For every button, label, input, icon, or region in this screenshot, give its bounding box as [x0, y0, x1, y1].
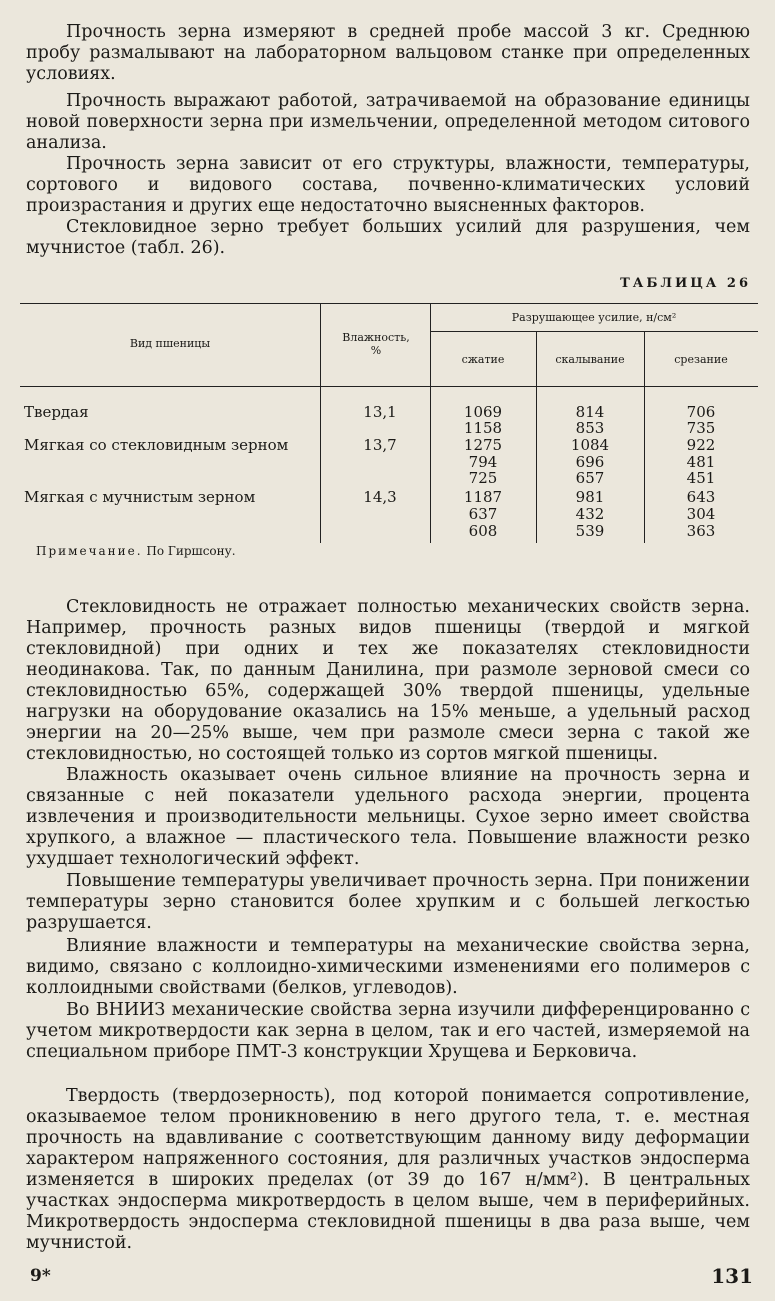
shear-value: 363	[686, 522, 716, 540]
table-note	[36, 544, 236, 558]
table-divider	[320, 303, 321, 543]
row-name-soft-vitreous: Мягкая со стекловидным зерном	[24, 436, 289, 454]
chipping-value: 1084	[570, 436, 610, 454]
shear-value: 481	[686, 453, 716, 471]
chipping-value: 696	[575, 453, 605, 471]
table-header-rule	[20, 386, 758, 387]
shear-value: 922	[686, 436, 716, 454]
compression-value: 725	[468, 469, 498, 487]
compression-value: 794	[468, 453, 498, 471]
page-number: 131	[711, 1264, 753, 1288]
moisture-value: 13,7	[363, 436, 397, 454]
header-shear: срезание	[674, 353, 728, 366]
note-label: Примечание.	[36, 544, 143, 558]
shear-value: 643	[686, 488, 716, 506]
shear-value: 451	[686, 469, 716, 487]
note-text: По Гиршсону.	[146, 544, 236, 558]
table-top-rule	[20, 303, 758, 304]
moisture-value: 13,1	[363, 403, 397, 421]
paragraph-measurement: Прочность зерна измеряют в средней пробе массой 3 кг. Среднюю пробу размалывают на лабораторном вальцовом станке при определенных условиях.	[26, 22, 750, 84]
chipping-value: 814	[575, 403, 605, 421]
moisture-value: 14,3	[363, 488, 397, 506]
row-name-hard: Твердая	[24, 403, 89, 421]
table-subheader-rule	[430, 331, 758, 332]
chipping-value: 657	[575, 469, 605, 487]
paragraph-vniiz: Во ВНИИЗ механические свойства зерна изучили дифференцированно с учетом микротвердости как зерна в целом, так и его частей, измеряемой на специальном приборе ПМТ-3 конструкции Хрущева и Берковича.	[26, 1000, 750, 1062]
header-moisture: Влажность, %	[342, 331, 410, 357]
shear-value: 706	[686, 403, 716, 421]
shear-value: 304	[686, 505, 716, 523]
paragraph-hardness: Твердость (твердозерность), под которой понимается сопротивление, оказываемое телом проникновению в него другого тела, т. е. местная прочность на вдавливание с соответствующим данному виду деформации характером напряженного состояния, для различных участков эндосперма изменяется в широких пределах (от 39 до 167 н/мм²). В центральных участках эндосперма микротвердость в целом выше, чем в периферийных. Микротвердость эндосперма стекловидной пшеницы в два раза выше, чем мучнистой.	[26, 1086, 750, 1253]
paragraph-vitreousness: Стекловидность не отражает полностью механических свойств зерна. Например, прочность разных видов пшеницы (твердой и мягкой стекловидной) при одних и тех же показателях стекловидности неодинакова. Так, по данным Данилина, при размоле зерновой смеси со стекловидностью 65%, содержащей 30% твердой пшеницы, удельные нагрузки на оборудование оказались на 15% меньше, а удельный расход энергии на 20—25% выше, чем при размоле смеси зерна с такой же стекловидностью, но состоящей только из сортов мягкой пшеницы.	[26, 597, 750, 764]
compression-value: 1158	[463, 419, 503, 437]
paragraph-temperature: Повышение температуры увеличивает прочность зерна. При понижении температуры зерно становится более хрупким и с большей легкостью разрушается.	[26, 871, 750, 933]
chipping-value: 539	[575, 522, 605, 540]
compression-value: 1187	[463, 488, 503, 506]
compression-value: 1069	[463, 403, 503, 421]
chipping-value: 981	[575, 488, 605, 506]
header-wheat-type: Вид пшеницы	[129, 337, 211, 350]
paragraph-strength-factors: Прочность зерна зависит от его структуры, влажности, температуры, сортового и видового состава, почвенно-климатических условий произрастания и других еще недостаточно выясненных факторов.	[26, 154, 750, 216]
chipping-value: 853	[575, 419, 605, 437]
compression-value: 637	[468, 505, 498, 523]
data-table	[20, 303, 758, 543]
signature-mark: 9*	[30, 1266, 51, 1286]
compression-value: 608	[468, 522, 498, 540]
paragraph-strength-definition: Прочность выражают работой, затрачиваемой на образование единицы новой поверхности зерна при измельчении, определенной методом ситового анализа.	[26, 91, 750, 153]
header-destructive-force: Разрушающее усилие, н/см²	[511, 311, 677, 324]
compression-value: 1275	[463, 436, 503, 454]
paragraph-moisture: Влажность оказывает очень сильное влияние на прочность зерна и связанные с ней показатели удельного расхода энергии, процента извлечения и производительности мельницы. Сухое зерно имеет свойства хрупкого, а влажное — пластического тела. Повышение влажности резко ухудшает технологический эффект.	[26, 765, 750, 869]
shear-value: 735	[686, 419, 716, 437]
paragraph-colloid: Влияние влажности и температуры на механические свойства зерна, видимо, связано с коллоидно-химическими изменениями его полимеров с коллоидными свойствами (белков, углеводов).	[26, 936, 750, 998]
paragraph-vitreous: Стекловидное зерно требует больших усилий для разрушения, чем мучнистое (табл. 26).	[26, 217, 750, 258]
row-name-soft-mealy: Мягкая с мучнистым зерном	[24, 488, 256, 506]
table-caption: ТАБЛИЦА 26	[620, 276, 751, 291]
chipping-value: 432	[575, 505, 605, 523]
header-chipping: скалывание	[555, 353, 625, 366]
header-compression: сжатие	[461, 353, 505, 366]
